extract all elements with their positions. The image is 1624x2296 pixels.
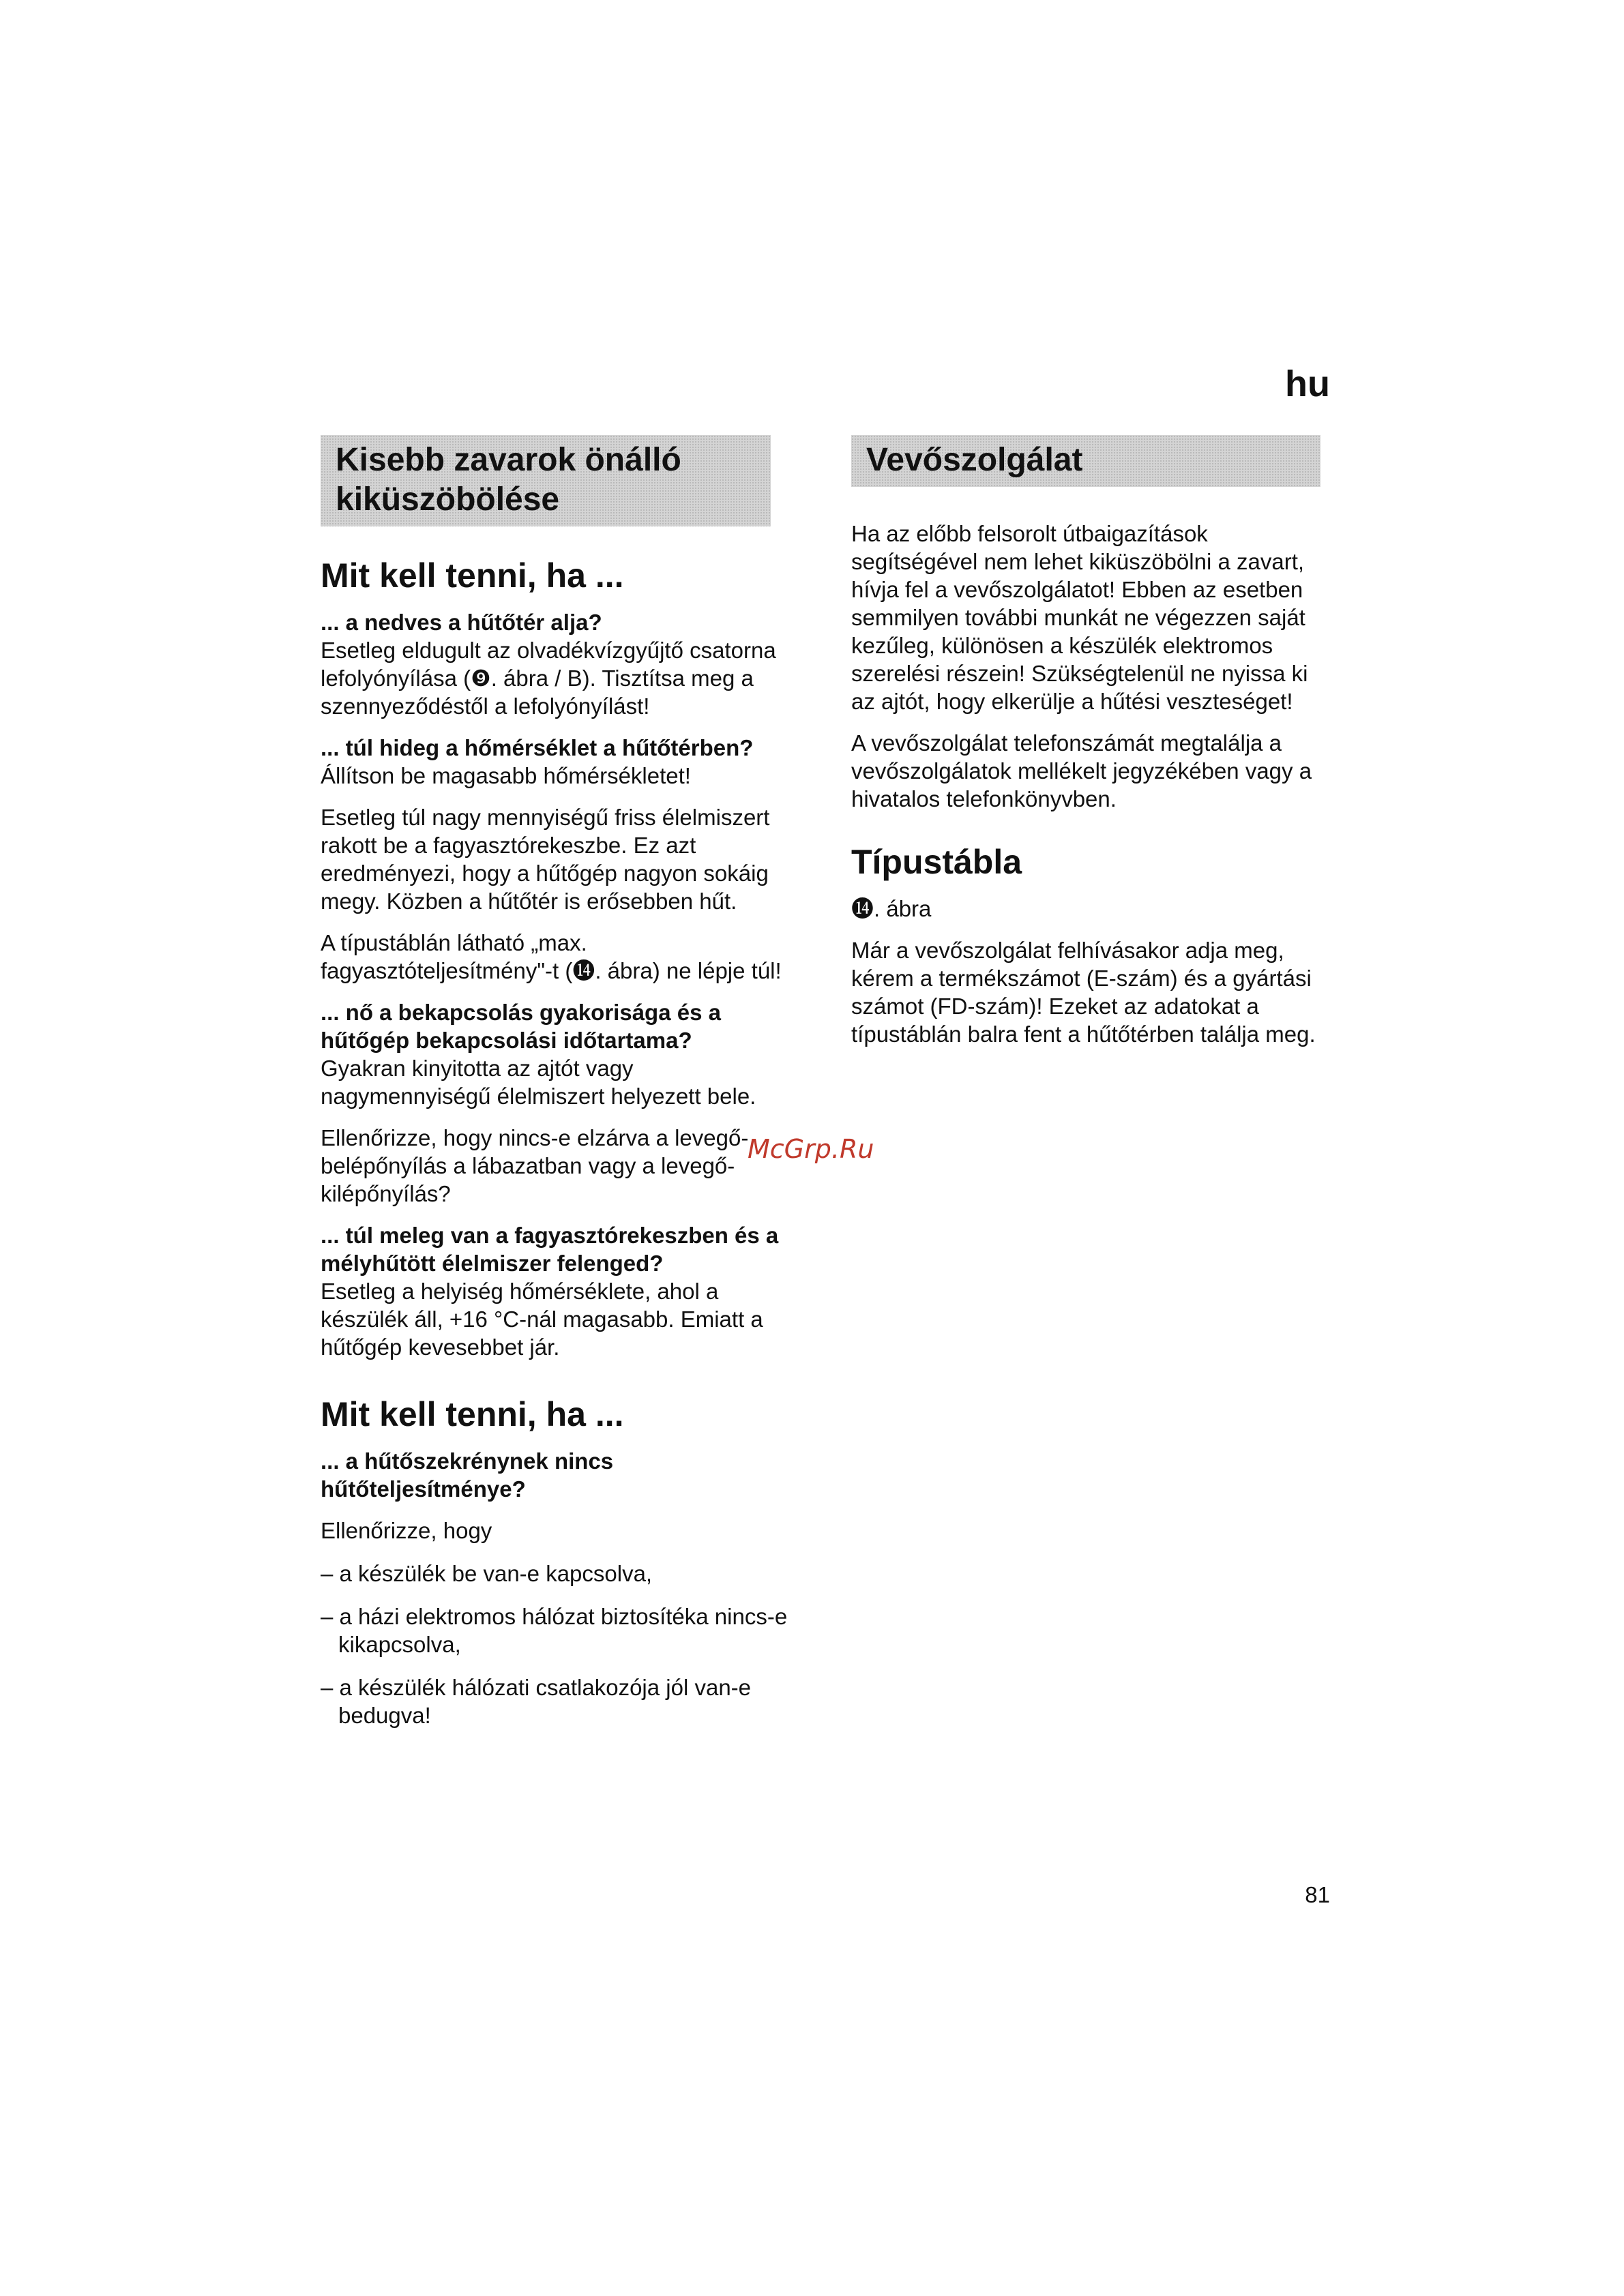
heading-rating-plate: Típustábla — [851, 843, 1022, 881]
answer-too-cold: Állítson be magasabb hőmérsékletet! — [321, 763, 691, 788]
language-code: hu — [1285, 363, 1330, 404]
answer-too-warm: Esetleg a helyiség hőmérséklete, ahol a készülék áll, +16 °C-nál magasabb. Emiatt a hűtőgép kevesebbet jár. — [321, 1279, 763, 1360]
watermark: McGrp.Ru — [748, 1134, 874, 1164]
check-list — [321, 1560, 798, 1729]
banner-title: Vevőszolgálat — [866, 442, 1083, 478]
heading-what-to-do-1: Mit kell tenni, ha ... — [321, 556, 624, 595]
banner-line-2: kiküszöbölése — [336, 481, 560, 518]
paragraph-too-much-food: Esetleg túl nagy mennyiségű friss élelmiszert rakott be a fagyasztórekeszbe. Ez azt eredményezi, hogy a hűtőgép nagyon sokáig megy. Közben a hűtőtér is erősebben hűt. — [321, 805, 770, 914]
paragraph-customer-service: Ha az előbb felsorolt útbaigazítások segítségével nem lehet kiküszöbölni a zavart, hívja fel a vevőszolgálatot! Ebben az esetben semmilyen további munkát ne végezzen saját kezűleg, különösen a készülék elektromos szerelési részein! Szükségtelenül ne nyissa ki az ajtót, hogy elkerülje a hűtési veszteséget! — [851, 521, 1308, 714]
list-item: – a házi elektromos hálózat biztosítéka nincs-e kikapcsolva, — [321, 1604, 788, 1657]
answer-wet-floor: Esetleg eldugult az olvadékvízgyűjtő csatorna lefolyónyílása (❾. ábra / B). Tisztítsa meg a szennyeződéstől a lefolyónyílást! — [321, 638, 776, 719]
question-wet-floor: ... a nedves a hűtőtér alja? — [321, 610, 602, 635]
right-column — [851, 435, 1329, 1048]
question-switch-frequency: ... nő a bekapcsolás gyakorisága és a hűtőgép bekapcsolási időtartama? — [321, 1000, 721, 1053]
answer-switch-frequency: Gyakran kinyitotta az ajtót vagy nagymennyiségű élelmiszert helyezett bele. — [321, 1056, 756, 1109]
paragraph-check: Ellenőrizze, hogy — [321, 1518, 492, 1543]
section-banner-troubleshooting — [321, 435, 771, 526]
list-item: – a készülék be van-e kapcsolva, — [321, 1561, 653, 1586]
paragraph-phone-number: A vevőszolgálat telefonszámát megtalálja a vevőszolgálatok mellékelt jegyzékében vagy a hivatalos telefonkönyvben. — [851, 730, 1312, 811]
banner-line-1: Kisebb zavarok önálló — [336, 442, 681, 478]
heading-what-to-do-2: Mit kell tenni, ha ... — [321, 1395, 624, 1433]
paragraph-rating-plate: Már a vevőszolgálat felhívásakor adja meg, kérem a termékszámot (E-szám) és a gyártási számot (FD-szám)! Ezeket az adatokat a típustáblán balra fent a hűtőtérben találja meg. — [851, 938, 1316, 1047]
list-item: – a készülék hálózati csatlakozója jól van-e bedugva! — [321, 1675, 752, 1728]
page-number: 81 — [1305, 1882, 1330, 1907]
figure-reference: ⓮. ábra — [851, 896, 932, 921]
paragraph-max-freezing: A típustáblán látható „max. fagyasztóteljesítmény"-t (⓮. ábra) ne lépje túl! — [321, 930, 782, 983]
left-column — [321, 435, 798, 1729]
question-too-cold: ... túl hideg a hőmérséklet a hűtőtérben? — [321, 735, 754, 760]
question-too-warm: ... túl meleg van a fagyasztórekeszben és a mélyhűtött élelmiszer felenged? — [321, 1223, 779, 1276]
paragraph-air-vents: Ellenőrizze, hogy nincs-e elzárva a levegő-belépőnyílás a lábazatban vagy a levegő-kilépőnyílás? — [321, 1125, 749, 1206]
section-banner-customer-service — [851, 435, 1320, 487]
question-no-cooling: ... a hűtőszekrénynek nincs hűtőteljesítménye? — [321, 1448, 614, 1502]
